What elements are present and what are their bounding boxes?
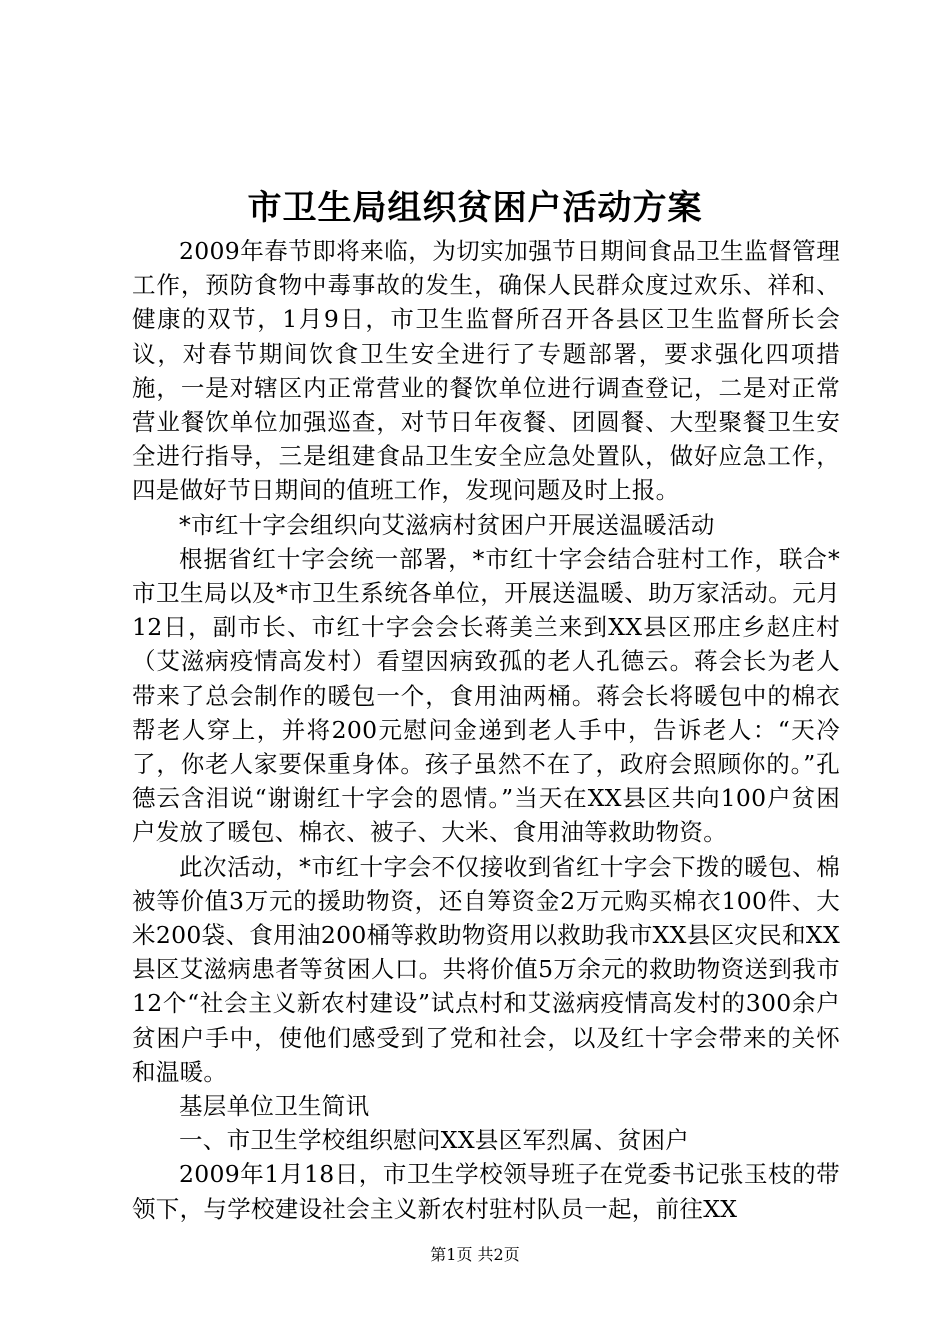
subheading-health-school: 一、市卫生学校组织慰问XX县区军烈属、贫困户 [179,1126,690,1155]
section-heading-red-cross: *市红十字会组织向艾滋病村贫困户开展送温暖活动 [179,510,715,539]
document-title: 市卫生局组织贫困户活动方案 [247,188,703,228]
page-footer: 第1页 共2页 [430,1245,520,1264]
section-heading-briefs: 基层单位卫生简讯 [179,1092,370,1121]
document-body [132,234,840,1226]
paragraph-red-cross-visit: 根据省红十字会统一部署，*市红十字会结合驻村工作，联合*市卫生局以及*市卫生系统各单位，开展送温暖、助万家活动。元月12日，副市长、市红十字会会长蒋美兰来到XX县区邢庄乡赵庄村（艾滋病疫情高发村）看望因病致孤的老人孔德云。蒋会长为老人带来了总会制作的暖包一个，食用油两桶。蒋会长将暖包中的棉衣帮老人穿上，并将200元慰问金递到老人手中，告诉老人：“天冷了，你老人家要保重身体。孩子虽然不在了，政府会照顾你的。”孔德云含泪说“谢谢红十字会的恩情。”当天在XX县区共向100户贫困户发放了暖包、棉衣、被子、大米、食用油等救助物资。 [132,544,840,847]
paragraph-intro: 2009年春节即将来临，为切实加强节日期间食品卫生监督管理工作，预防食物中毒事故的发生，确保人民群众度过欢乐、祥和、健康的双节，1月9日，市卫生监督所召开各县区卫生监督所长会议，对春节期间饮食卫生安全进行了专题部署，要求强化四项措施，一是对辖区内正常营业的餐饮单位进行调查登记，二是对正常营业餐饮单位加强巡查，对节日年夜餐、团圆餐、大型聚餐卫生安全进行指导，三是组建食品卫生安全应急处置队，做好应急工作，四是做好节日期间的值班工作，发现问题及时上报。 [132,237,840,505]
paragraph-health-school: 2009年1月18日，市卫生学校领导班子在党委书记张玉枝的带领下，与学校建设社会主义新农村驻村队员一起，前往XX [132,1160,840,1223]
paragraph-activity-summary: 此次活动，*市红十字会不仅接收到省红十字会下拨的暖包、棉被等价值3万元的援助物资，还自筹资金2万元购买棉衣100件、大米200袋、食用油200桶等救助物资用以救助我市XX县区灾民和XX县区艾滋病患者等贫困人口。共将价值5万余元的救助物资送到我市12个“社会主义新农村建设”试点村和艾滋病疫情高发村的300余户贫困户手中，使他们感受到了党和社会，以及红十字会带来的关怀和温暖。 [132,852,840,1086]
